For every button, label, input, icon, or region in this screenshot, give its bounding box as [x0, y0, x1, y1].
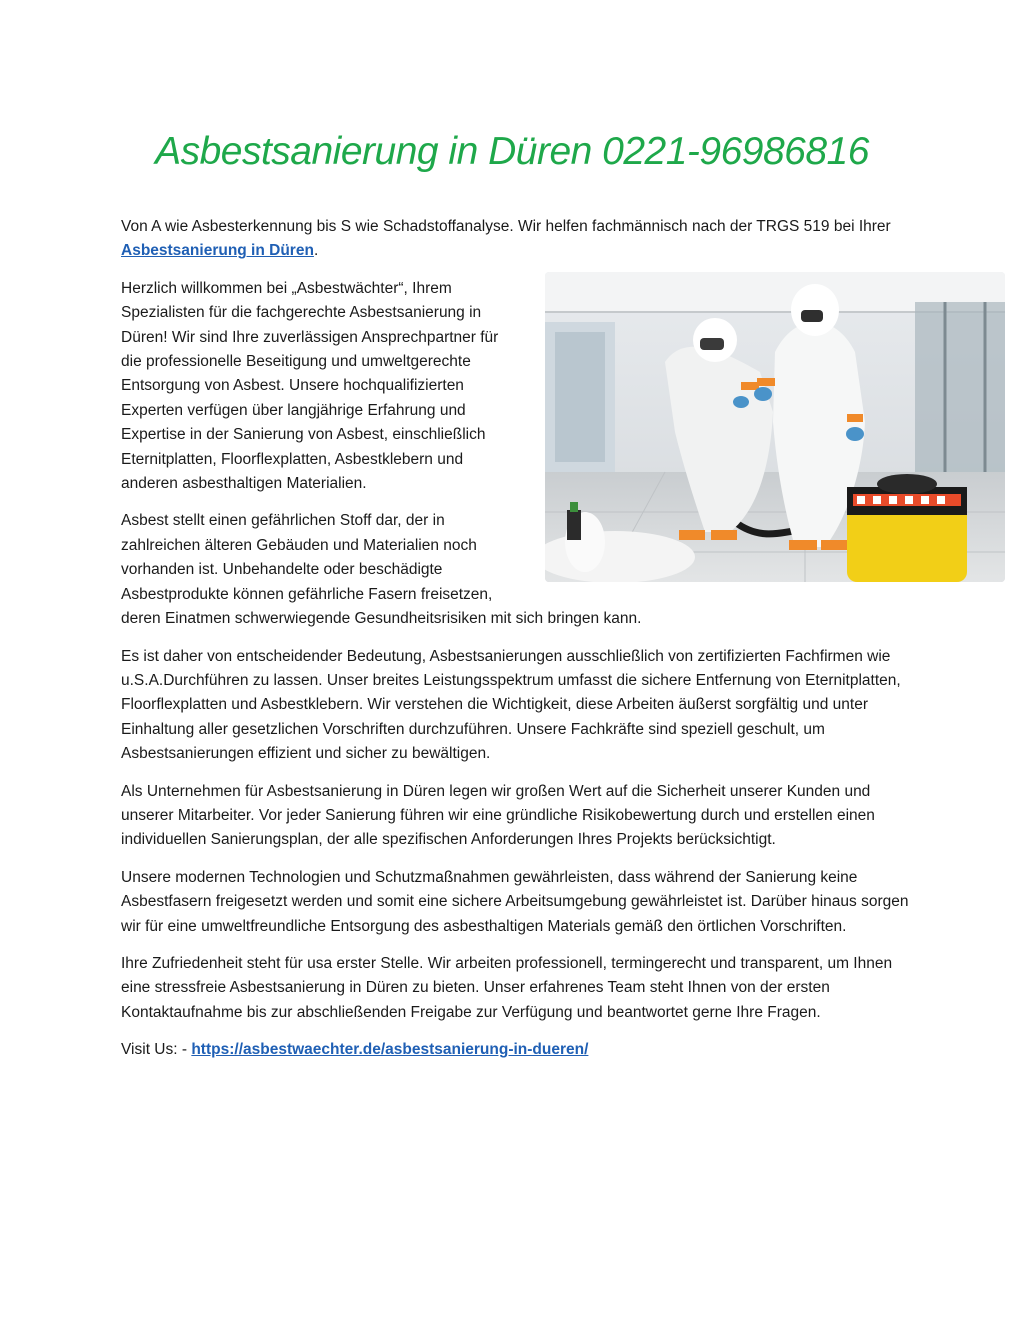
page-title: Asbestsanierung in Düren 0221-96986816: [155, 130, 869, 173]
asbestsanierung-link[interactable]: Asbestsanierung in Düren: [121, 242, 314, 260]
workers-photo: [545, 272, 1005, 582]
paragraph-6: Ihre Zufriedenheit steht für usa erster Stelle. Wir arbeiten professionell, termingerecht und transparent, um Ihnen eine stressfreie Asbestsanierung in Düren zu bieten. Unser erfahrenes Team steht Ihnen von der ersten Kontaktaufnahme bis zur abschließenden Freigabe zur Verfügung und beantwortet gerne Ihre Fragen.: [121, 954, 893, 1021]
visit-us-line: [121, 1038, 911, 1062]
website-link[interactable]: https://asbestwaechter.de/asbestsanierung-in-dueren/: [191, 1041, 589, 1059]
paragraph-5: Unsere modernen Technologien und Schutzmaßnahmen gewährleisten, dass während der Sanierung keine Asbestfasern freigesetzt werden und somit eine sichere Arbeitsumgebung gewährleistet ist. Darüber hinaus sorgen wir für eine umweltfreundliche Entsorgung des asbesthaltigen Materials gemäß den örtlichen Vorschriften.: [121, 868, 909, 935]
document-body: [121, 215, 911, 1076]
paragraph-3: Es ist daher von entscheidender Bedeutung, Asbestsanierungen ausschließlich von zertifizierten Fachfirmen wie u.S.A.Durchführen zu lassen. Unser breites Leistungsspektrum umfasst die sichere Entfernung von Eternitplatten, Floorflexplatten und Asbestklebern. Wir verstehen die Wichtigkeit, diese Arbeiten äußerst sorgfältig und unter Einhaltung aller gesetzlichen Vorschriften durchzuführen. Unsere Fachkräfte sind speziell geschult, um Asbestsanierungen effizient und sicher zu bewältigen.: [121, 647, 901, 763]
intro-text-end: .: [313, 242, 319, 260]
intro-paragraph: [121, 215, 911, 264]
visit-us-label: Visit Us: -: [121, 1041, 192, 1059]
asbestos-workers-image: [545, 272, 1005, 582]
paragraph-2: Asbest stellt einen gefährlichen Stoff dar, der in zahlreichen älteren Gebäuden und Materialien noch vorhanden ist. Unbehandelte oder beschädigte Asbestprodukte können gefährliche Fasern freisetzen, deren Einatmen schwerwiegende Gesundheitsrisiken mit sich bringen kann.: [121, 512, 642, 628]
paragraph-4: Als Unternehmen für Asbestsanierung in Düren legen wir großen Wert auf die Sicherheit unserer Kunden und unserer Mitarbeiter. Vor jeder Sanierung führen wir eine gründliche Risikobewertung durch und erstellen einen individuellen Sanierungsplan, der alle spezifischen Anforderungen Ihres Projekts berücksichtigt.: [121, 782, 875, 849]
paragraph-1: Herzlich willkommen bei „Asbestwächter“, Ihrem Spezialisten für die fachgerechte Asbestsanierung in Düren! Wir sind Ihre zuverlässigen Ansprechpartner für die professionelle Beseitigung und umweltgerechte Entsorgung von Asbest. Unsere hochqualifizierten Experten verfügen über langjährige Erfahrung und Expertise in der Sanierung von Asbest, einschließlich Eternitplatten, Floorflexplatten, Asbestklebern und anderen asbesthaltigen Materialien.: [121, 279, 499, 493]
intro-text: Von A wie Asbesterkennung bis S wie Schadstoffanalyse. Wir helfen fachmännisch nach der TRGS 519 bei Ihrer: [121, 218, 891, 235]
